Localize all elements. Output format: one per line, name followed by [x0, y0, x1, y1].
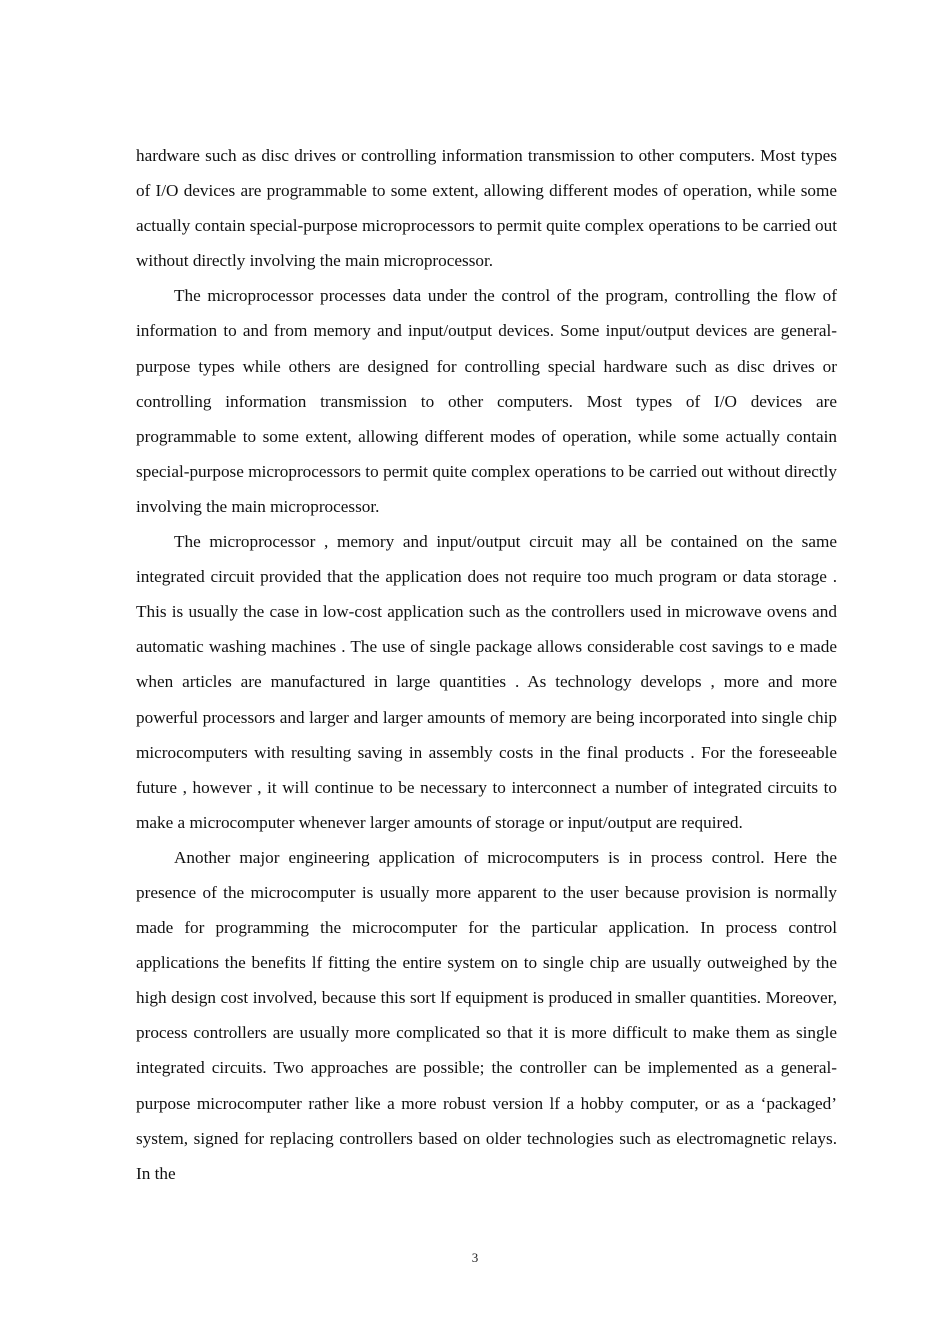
- paragraph-continued: hardware such as disc drives or controlling information transmission to other computers. Most types of I/O devices are programmable to some extent, allowing different modes of operation, while some actually contain special-purpose microprocessors to permit quite complex operations to be carried out without directly involving the main microprocessor.: [136, 146, 837, 271]
- paragraph-process-control: Another major engineering application of microcomputers is in process control. Here the presence of the microcomputer is usually more apparent to the user because provision is normally made for programming the microcomputer for the particular application. In process control applications the benefits lf fitting the entire system on to single chip are usually outweighed by the high design cost involved, because this sort lf equipment is produced in smaller quantities. Moreover, process controllers are usually more complicated so that it is more difficult to make them as single integrated circuits. Two approaches are possible; the controller can be implemented as a general-purpose microcomputer rather like a more robust version lf a hobby computer, or as a ‘packaged’ system, signed for replacing controllers based on older technologies such as electromagnetic relays. In the: [136, 847, 837, 1183]
- paragraph-microprocessor-processes: The microprocessor processes data under the control of the program, controlling the flow of information to and from memory and input/output devices. Some input/output devices are general-purpose types while others are designed for controlling special hardware such as disc drives or controlling information transmission to other computers. Most types of I/O devices are programmable to some extent, allowing different modes of operation, while some actually contain special-purpose microprocessors to permit quite complex operations to be carried out without directly involving the main microprocessor.: [136, 286, 837, 516]
- page-number: 3: [471, 1250, 479, 1265]
- document-body: [136, 138, 837, 1191]
- paragraph-single-chip: The microprocessor , memory and input/output circuit may all be contained on the same integrated circuit provided that the application does not require too much program or data storage . This is usually the case in low-cost application such as the controllers used in microwave ovens and automatic washing machines . The use of single package allows considerable cost savings to e made when articles are manufactured in large quantities . As technology develops , more and more powerful processors and larger and larger amounts of memory are being incorporated into single chip microcomputers with resulting saving in assembly costs in the final products . For the foreseeable future , however , it will continue to be necessary to interconnect a number of integrated circuits to make a microcomputer whenever larger amounts of storage or input/output are required.: [136, 532, 837, 832]
